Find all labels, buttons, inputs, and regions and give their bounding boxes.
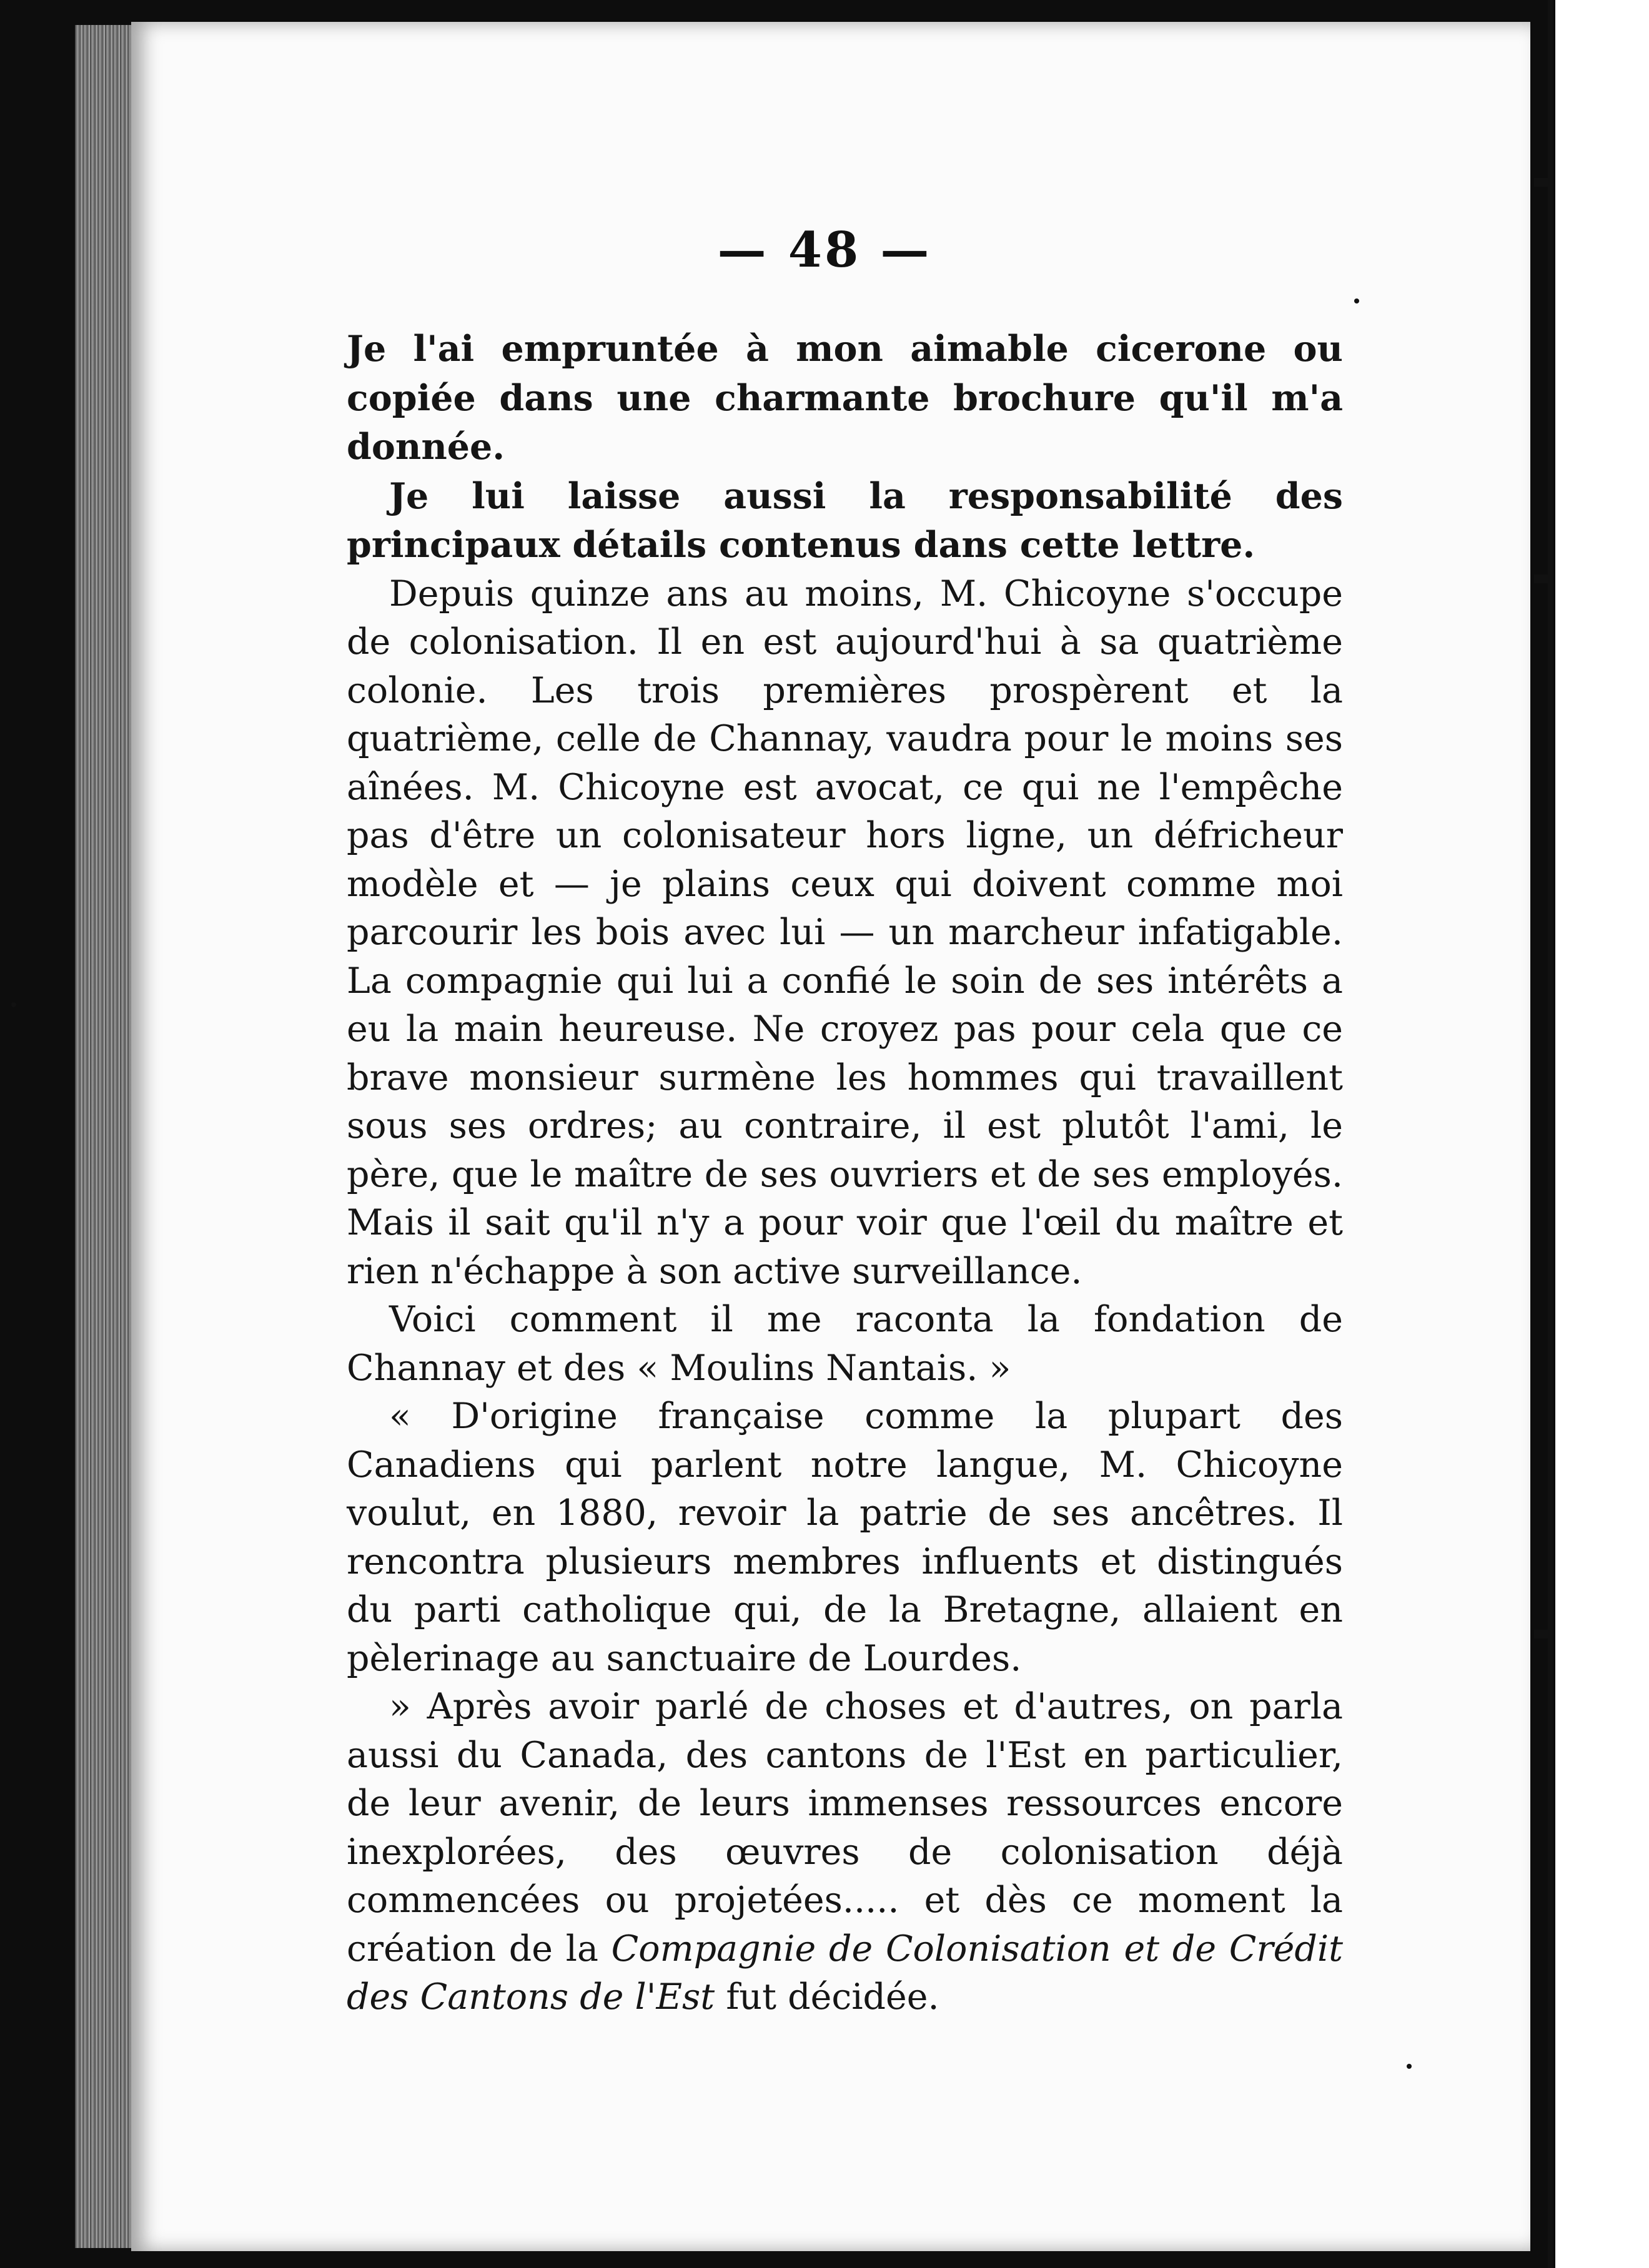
paragraph-3-text: Depuis quinze ans au moins, M. Chicoyne s'occupe de colonisation. Il en est aujourd'hui à sa quatrième colonie. Les trois premières prospèrent et la quatrième, celle de Channay, vaudra pour le moins ses aînées. M. Chicoyne est avocat, ce qui ne l'empêche pas d'être un colonisateur hors ligne, un défricheur modèle et — je plains ceux qui doivent comme moi parcourir les bois avec lui — un marcheur infatigable. La compagnie qui lui a confié le soin de ses intérêts a eu la main heureuse. Ne croyez pas pour cela que ce brave monsieur surmène les hommes qui travaillent sous ses ordres; au contraire, il est plutôt l'ami, le père, que le maître de ses ouvriers et de ses employés. Mais il sait qu'il n'y a pour voir que l'œil du maître et rien n'échappe à son active surveillance. [347, 573, 1343, 1292]
scan-speck [1407, 2064, 1412, 2069]
body-text [347, 325, 1343, 2022]
paragraph-5 [347, 1393, 1343, 1683]
paragraph-4-text: Voici comment il me raconta la fondation de Channay et des « Moulins Nantais. » [347, 1299, 1343, 1389]
company-name: Compagnie de Colonisation et de Crédit des Cantons de l'Est [347, 1928, 1343, 2018]
page-edge-mark [1534, 178, 1550, 187]
paragraph-2 [347, 472, 1343, 570]
page-number: — 48 — [717, 222, 932, 279]
paragraph-2-text: Je lui laisse aussi la responsabilité des principaux détails contenus dans cette lettre. [347, 475, 1343, 566]
page-edge-mark [1534, 1630, 1550, 1639]
paragraph-1 [347, 325, 1343, 472]
paragraph-1-text: Je l'ai empruntée à mon aimable cicerone ou copiée dans une charmante brochure qu'il m'a donnée. [347, 328, 1343, 468]
paragraph-6-text: » Après avoir parlé de choses et d'autres, on parla aussi du Canada, des cantons de l'Est en particulier, de leur avenir, de leurs immenses ressources encore inexplorées, des œuvres de colonisation déjà commencées ou projetées..... et dès ce moment la création de la [347, 1686, 1343, 1970]
page-edge-mark [1534, 574, 1550, 583]
paragraph-6 [347, 1683, 1343, 2022]
book-spine-edge [75, 25, 137, 2248]
paragraph-5-text: « D'origine française comme la plupart des Canadiens qui parlent notre langue, M. Chicoyne voulut, en 1880, revoir la patrie de ses ancêtres. Il rencontra plusieurs membres influents et distingués du parti catholique qui, de la Bretagne, allaient en pèlerinage au sanctuaire de Lourdes. [347, 1396, 1343, 1679]
paragraph-3 [347, 570, 1343, 1296]
scan-speck [1354, 298, 1359, 303]
facing-page [1555, 0, 1649, 2268]
closing-text: fut décidée. [715, 1976, 939, 2018]
right-page-edge [1548, 0, 1553, 2268]
scan-speck [11, 1002, 16, 1007]
paragraph-4 [347, 1296, 1343, 1393]
